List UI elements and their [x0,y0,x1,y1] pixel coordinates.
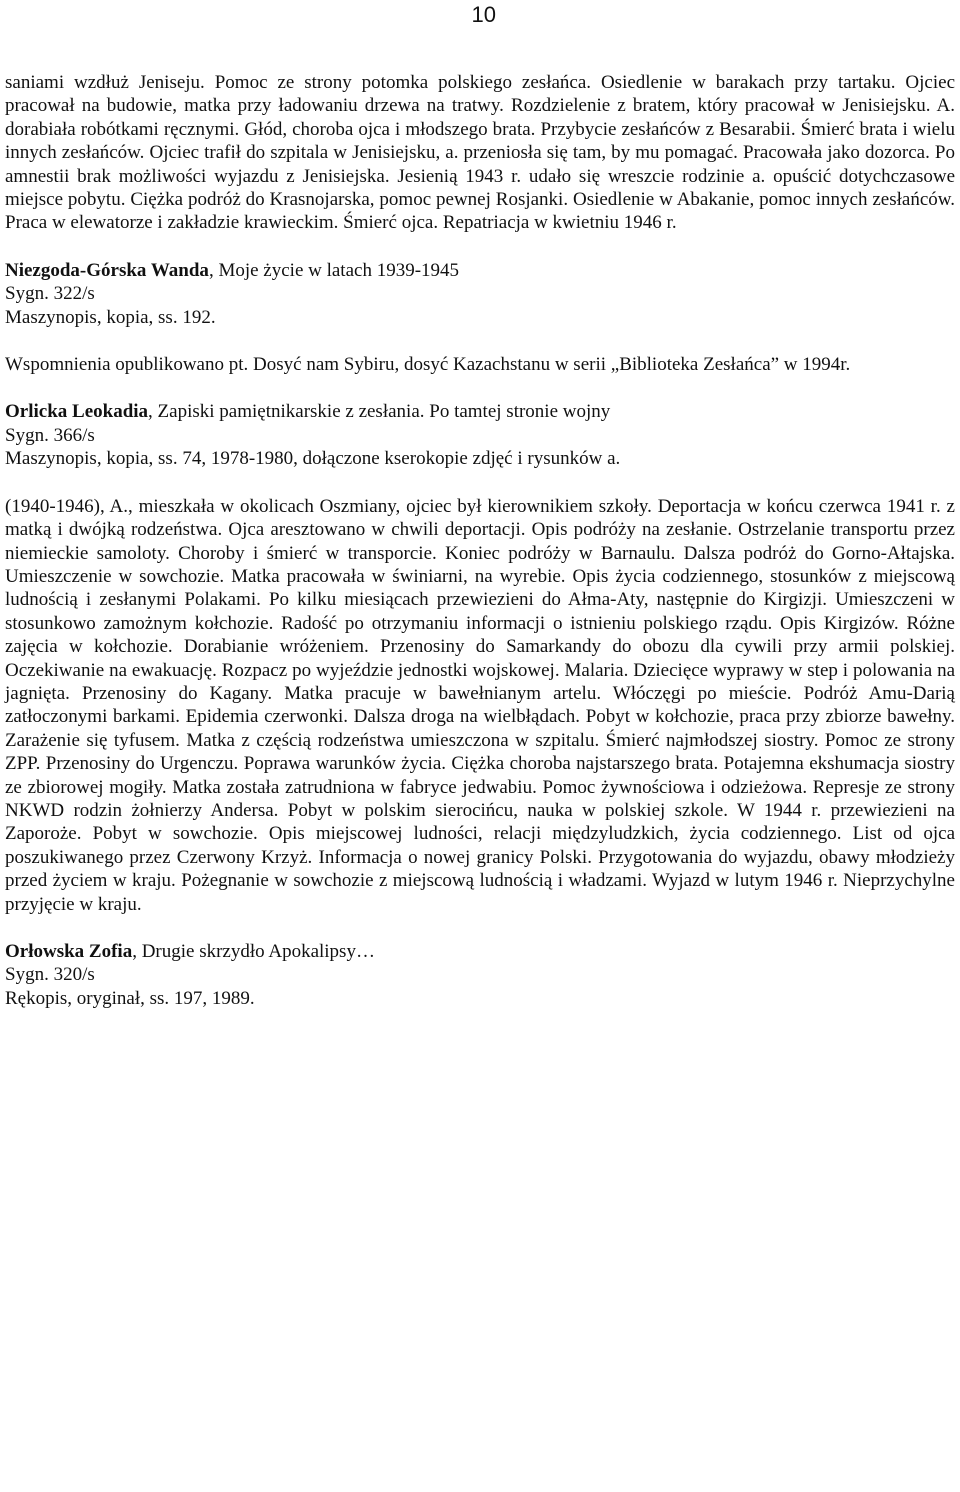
entry-summary: (1940-1946), A., mieszkała w okolicach Oszmiany, ojciec był kierownikiem szkoły. Deportacja w końcu czerwca 1941 r. z matką i dwójką rodzeństwa. Ojca aresztowano w chwili deportacji. Opis podróży na zesłanie. Ostrzelanie transportu przez niemieckie samoloty. Choroby i śmierć w transporcie. Koniec podróży w Barnaulu. Dalsza podróż do Gorno-Ałtajska. Umieszczenie w sowchozie. Matka pracowała w świniarni, na wyrebie. Opis życia codziennego, stosunków z miejscową ludnością i zesłanymi Polakami. Po kilku miesiącach przewiezieni do Ałma-Aty, następnie do Kirgizji. Umieszczeni w stosunkowo zamożnym kołchozie. Radość po otrzymaniu informacji o istnieniu polskiego rządu. Opis Kirgizów. Różne zajęcia w kołchozie. Dorabianie wróżeniem. Przenosiny do Samarkandy do obozu dla cywili przy armii polskiej. Oczekiwanie na ewakuację. Rozpacz po wyjeździe jednostki wojskowej. Malaria. Dziecięce wyprawy w step i polowania na jagnięta. Przenosiny do Kagany. Matka pracuje w bawełnianym artelu. Włóczęgi po mieście. Podróż Amu-Darią zatłoczonymi barkami. Epidemia czerwonki. Dalsza droga na wielbłądach. Pobyt w kołchozie, praca przy zbiorze bawełny. Zarażenie się tyfusem. Matka z częścią rodzeństwa umieszczona w szpitalu. Śmierć najmłodszej siostry. Pomoc ze strony ZPP. Przenosiny do Urgenczu. Poprawa warunków życia. Ciężka choroba najstarszego brata. Potajemna ekshumacja siostry ze zbiorowej mogiły. Matka została zatrudniona w fabryce jedwabiu. Pomoc żywnościowa i odzieżowa. Represje ze strony NKWD rodzin żołnierzy Andersa. Pobyt w polskim sierocińcu, nauka w polskiej szkole. W 1944 r. przewiezieni na Zaporoże. Pobyt w sowchozie. Opis miejscowej ludności, relacji międzyludzkich, życia codziennego. List od ojca poszukiwanego przez Czerwony Krzyż. Informacja o nowej granicy Polski. Przygotowania do wyjazdu, obawy młodzieży przed życiem w kraju. Pożegnanie w sowchozie z miejscową ludnością i władzami. Wyjazd w lutym 1946 r. Nieprzychylne przyjęcie w kraju. [5,495,955,915]
page-content [5,71,955,1010]
page-number: 10 [471,2,496,27]
entry-physical-description: Maszynopis, kopia, ss. 74, 1978-1980, dołączone kserokopie zdjęć i rysunków a. [5,448,621,470]
entry-physical-description: Maszynopis, kopia, ss. 192. [5,306,216,328]
catalog-entry-niezgoda [5,259,955,377]
entry-author: Orlicka Leokadia [5,401,149,423]
entry-title: , Moje życie w latach 1939-1945 [208,259,460,281]
entry-signature: Sygn. 320/s [5,964,95,986]
catalog-entry-orlowska [5,940,955,1010]
entry-title: , Zapiski pamiętnikarskie z zesłania. Po tamtej stronie wojny [148,401,611,423]
entry-author: Orłowska Zofia [5,941,133,962]
entry-signature: Sygn. 322/s [5,283,95,305]
entry-note: Wspomnienia opublikowano pt. Dosyć nam Sybiru, dosyć Kazachstanu w serii „Biblioteka Zesłańca” w 1994r. [5,354,851,376]
entry-heading [5,259,955,282]
entry-physical-description: Rękopis, oryginał, ss. 197, 1989. [5,987,255,1009]
entry-title: , Drugie skrzydło Apokalipsy… [132,941,375,962]
entry-signature: Sygn. 366/s [5,424,95,446]
intro-paragraph: saniami wzdłuż Jeniseju. Pomoc ze strony potomka polskiego zesłańca. Osiedlenie w barakach przy tartaku. Ojciec pracował na budowie, matka przy ładowaniu drzewa na tratwy. Rozdzielenie z bratem, który pracował w Jenisiejsku. A. dorabiała robótkami ręcznymi. Głód, choroba ojca i młodszego brata. Przybycie zesłańców z Besarabii. Śmierć brata i wielu innych zesłańców. Ojciec trafił do szpitala w Jenisiejsku, a. przeniosła się tam, by mu pomagać. Pracowała jako dozorca. Po amnestii brak możliwości wyjazdu z Jenisiejska. Jesienią 1943 r. udało się wreszcie rodzinie a. opuścić dotychczasowe miejsce pobytu. Ciężka podróż do Krasnojarska, pomoc pewnej Rosjanki. Osiedlenie w Abakanie, pomoc innych zesłańców. Praca w elewatorze i zakładzie krawieckim. Śmierć ojca. Repatriacja w kwietniu 1946 r. [5,72,955,234]
entry-author: Niezgoda-Górska Wanda [5,259,209,281]
entry-heading [5,940,955,963]
catalog-entry-orlicka [5,400,955,916]
entry-heading [5,400,955,423]
